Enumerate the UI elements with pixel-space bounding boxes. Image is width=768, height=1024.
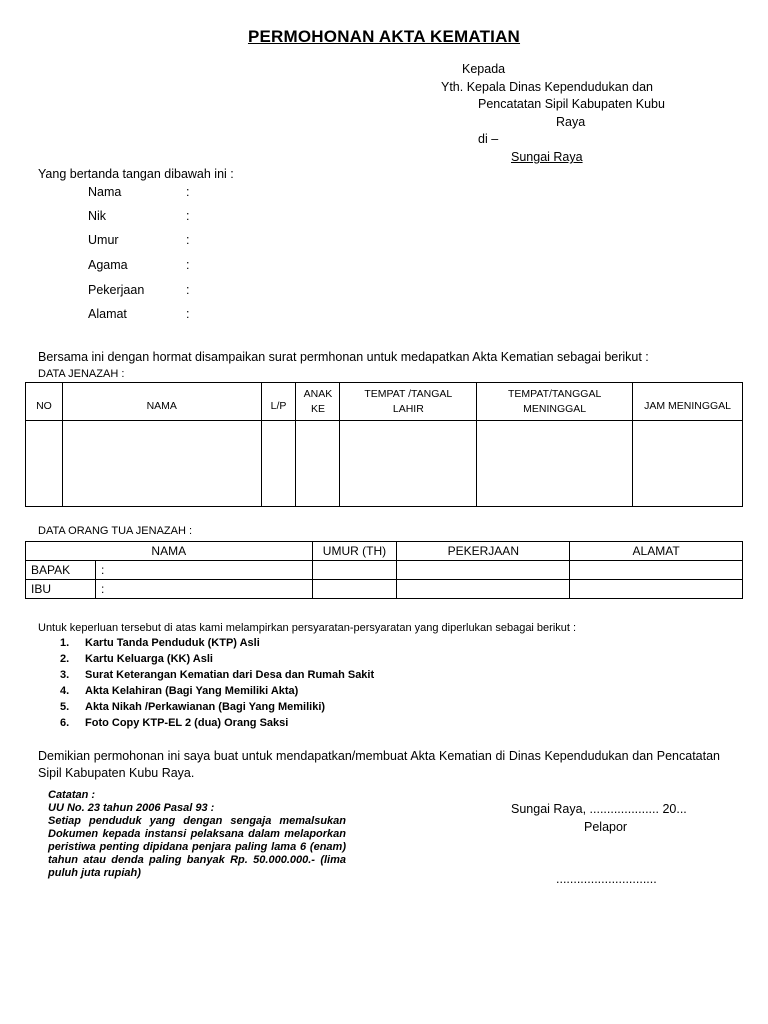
field-umur-label: Umur	[88, 233, 119, 247]
header-pekerjaan: PEKERJAAN	[397, 542, 570, 561]
row-ibu	[26, 580, 743, 599]
note-block	[48, 789, 346, 880]
cell-lp[interactable]	[261, 421, 296, 507]
field-pekerjaan-colon: :	[186, 283, 190, 297]
header-nama: NAMA	[62, 383, 261, 421]
row-ibu-pekerjaan[interactable]	[397, 580, 570, 599]
jenazah-header-row	[26, 383, 743, 421]
row-bapak	[26, 561, 743, 580]
cell-nama[interactable]	[62, 421, 261, 507]
list-item: 1. Kartu Tanda Penduduk (KTP) Asli	[60, 637, 260, 649]
closing-text: Demikian permohonan ini saya buat untuk mendapatkan/membuat Akta Kematian di Dinas Kependudukan dan Pencatatan Sipil Kabupaten Kubu Raya.	[38, 749, 720, 780]
field-pekerjaan-label: Pekerjaan	[88, 283, 145, 297]
header-tempat-lahir: TEMPAT /TANGAL LAHIR	[340, 383, 477, 421]
requirements-list	[60, 637, 374, 733]
signature-place-date: Sungai Raya, .................... 20...	[511, 802, 687, 816]
requirements-intro: Untuk keperluan tersebut di atas kami melampirkan persyaratan-persyaratan yang diperlukan sebagai berikut :	[38, 622, 577, 634]
address-kepada: Kepada	[462, 62, 506, 76]
address-line-1: Yth. Kepala Dinas Kependudukan dan	[441, 80, 653, 94]
address-line-3: Raya	[556, 115, 586, 129]
list-item: 6. Foto Copy KTP-EL 2 (dua) Orang Saksi	[60, 717, 289, 729]
orang-tua-label: DATA ORANG TUA JENAZAH :	[38, 525, 193, 537]
row-bapak-label: BAPAK	[26, 561, 96, 580]
row-ibu-label: IBU	[26, 580, 96, 599]
jenazah-label: DATA JENAZAH :	[38, 368, 125, 380]
orang-tua-table	[25, 541, 743, 599]
header-jam-meninggal: JAM MENINGGAL	[633, 383, 743, 421]
list-item: 2. Kartu Keluarga (KK) Asli	[60, 653, 213, 665]
signature-role: Pelapor	[584, 820, 628, 834]
note-law: UU No. 23 tahun 2006 Pasal 93 :	[48, 802, 215, 814]
address-di: di –	[478, 132, 499, 146]
list-item: 5. Akta Nikah /Perkawianan (Bagi Yang Memiliki)	[60, 701, 326, 713]
header-umur: UMUR (TH)	[312, 542, 397, 561]
row-ibu-alamat[interactable]	[570, 580, 743, 599]
intro-text: Yang bertanda tangan dibawah ini :	[38, 167, 234, 181]
field-nik-colon: :	[186, 209, 190, 223]
row-ibu-umur[interactable]	[312, 580, 397, 599]
cell-tempat-lahir[interactable]	[340, 421, 477, 507]
field-nama-colon: :	[186, 185, 190, 199]
field-nik-label: Nik	[88, 209, 107, 223]
row-bapak-pekerjaan[interactable]	[397, 561, 570, 580]
header-alamat: ALAMAT	[570, 542, 743, 561]
field-umur-colon: :	[186, 233, 190, 247]
signature-line: .............................	[556, 872, 657, 886]
header-nama: NAMA	[26, 542, 313, 561]
list-item: 4. Akta Kelahiran (Bagi Yang Memiliki Akta)	[60, 685, 299, 697]
header-lp: L/P	[261, 383, 296, 421]
header-no: NO	[26, 383, 63, 421]
note-text: Setiap penduduk yang dengan sengaja memalsukan Dokumen kepada instansi pelaksana dalam melaporkan peristiwa penting dipidana penjara paling lama 6 (enam) tahun atau denda paling banyak Rp. 50.000.000.- (lima puluh juta rupiah)	[48, 815, 346, 879]
request-text: Bersama ini dengan hormat disampaikan surat permhonan untuk medapatkan Akta Kematian sebagai berikut :	[38, 350, 649, 364]
page-title: PERMOHONAN AKTA KEMATIAN	[247, 27, 521, 46]
row-ibu-nama[interactable]: :	[95, 580, 312, 599]
header-tempat-meninggal: TEMPAT/TANGGAL MENINGGAL	[477, 383, 633, 421]
row-bapak-alamat[interactable]	[570, 561, 743, 580]
list-item: 3. Surat Keterangan Kematian dari Desa dan Rumah Sakit	[60, 669, 375, 681]
cell-jam-meninggal[interactable]	[633, 421, 743, 507]
header-anak-ke: ANAK KE	[296, 383, 340, 421]
jenazah-data-row	[26, 421, 743, 507]
orang-tua-header-row	[26, 542, 743, 561]
field-agama-colon: :	[186, 258, 190, 272]
jenazah-table	[25, 382, 743, 507]
note-title: Catatan :	[48, 789, 96, 801]
cell-anak-ke[interactable]	[296, 421, 340, 507]
field-alamat-colon: :	[186, 307, 190, 321]
address-line-2: Pencatatan Sipil Kabupaten Kubu	[478, 97, 665, 111]
row-bapak-umur[interactable]	[312, 561, 397, 580]
row-bapak-nama[interactable]: :	[95, 561, 312, 580]
cell-no[interactable]	[26, 421, 63, 507]
field-agama-label: Agama	[88, 258, 128, 272]
field-alamat-label: Alamat	[88, 307, 127, 321]
field-nama-label: Nama	[88, 185, 122, 199]
address-city: Sungai Raya	[511, 150, 583, 164]
cell-tempat-meninggal[interactable]	[477, 421, 633, 507]
